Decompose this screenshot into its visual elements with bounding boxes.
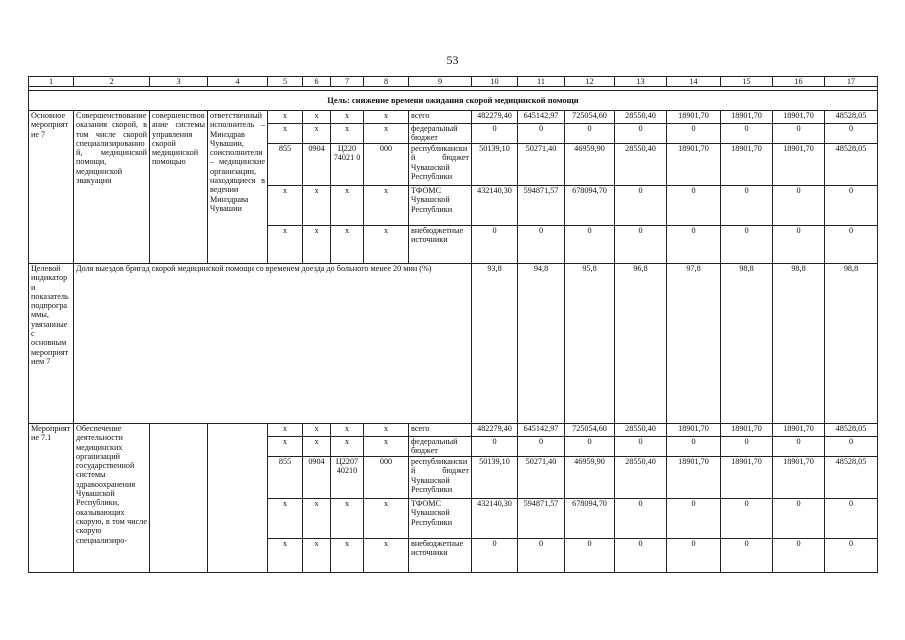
funding-source: федеральный бюджет (409, 437, 472, 457)
funding-value: 0 (565, 226, 615, 264)
goal-row (29, 91, 878, 111)
funding-value: 0 (721, 186, 773, 226)
budget-code-cell: x (268, 539, 303, 573)
funding-value: 0 (721, 124, 773, 144)
funding-value: 0 (565, 437, 615, 457)
funding-value: 482279,40 (472, 424, 518, 437)
program-table (28, 76, 878, 573)
indicator-value: 97,8 (667, 264, 721, 424)
funding-value: 678094,70 (565, 186, 615, 226)
budget-code-cell: x (331, 124, 364, 144)
indicator-value: 96,8 (615, 264, 667, 424)
budget-code-cell: Ц220 74021 0 (331, 144, 364, 186)
funding-value: 645142,97 (518, 424, 565, 437)
funding-value: 48528,05 (825, 111, 878, 124)
column-number-13: 13 (615, 77, 667, 87)
funding-value: 0 (773, 539, 825, 573)
indicator-value: 98,8 (825, 264, 878, 424)
measure7-executor-cell: ответственный исполнитель – Минздрав Чувашии, соисполнители – медицинские организации, находящиеся в ведении Минздрава Чувашии (208, 111, 268, 264)
funding-value: 725054,60 (565, 111, 615, 124)
budget-code-cell: x (268, 226, 303, 264)
funding-value: 28550,40 (615, 424, 667, 437)
funding-value: 0 (518, 437, 565, 457)
funding-value: 18901,70 (773, 144, 825, 186)
funding-value: 0 (667, 437, 721, 457)
funding-source: внебюджетные источники (409, 539, 472, 573)
funding-value: 0 (472, 226, 518, 264)
column-number-12: 12 (565, 77, 615, 87)
budget-code-cell: x (303, 539, 331, 573)
funding-value: 0 (472, 437, 518, 457)
funding-value: 18901,70 (773, 424, 825, 437)
funding-value: 18901,70 (667, 424, 721, 437)
funding-value: 28550,40 (615, 457, 667, 499)
budget-code-cell: x (364, 437, 409, 457)
funding-value: 0 (825, 186, 878, 226)
funding-value: 18901,70 (667, 111, 721, 124)
budget-code-cell: x (268, 111, 303, 124)
funding-value: 18901,70 (721, 144, 773, 186)
column-number-11: 11 (518, 77, 565, 87)
budget-code-cell: 000 (364, 457, 409, 499)
page-number: 53 (446, 53, 459, 67)
funding-value: 48528,05 (825, 457, 878, 499)
funding-source: федеральный бюджет (409, 124, 472, 144)
measure71-description: Обеспечение деятельности медицинских организаций государственной системы здравоохранения Чувашской Республики, оказывающих скорую, в том числе скорую специализиро- (74, 424, 150, 573)
column-number-8: 8 (364, 77, 409, 87)
column-number-1: 1 (29, 77, 74, 87)
budget-code-cell: Ц2207 40210 (331, 457, 364, 499)
column-number-14: 14 (667, 77, 721, 87)
goal-text: Цель: снижение времени ожидания скорой медицинской помощи (29, 91, 878, 111)
budget-code-cell: x (303, 124, 331, 144)
funding-value: 0 (825, 539, 878, 573)
funding-value: 0 (472, 124, 518, 144)
funding-value: 645142,97 (518, 111, 565, 124)
funding-value: 18901,70 (667, 144, 721, 186)
column-number-16: 16 (773, 77, 825, 87)
measure7-row (29, 111, 878, 124)
funding-value: 0 (667, 539, 721, 573)
funding-value: 0 (825, 499, 878, 539)
column-number-10: 10 (472, 77, 518, 87)
funding-value: 594871,57 (518, 499, 565, 539)
funding-value: 0 (518, 226, 565, 264)
indicator-value: 94,8 (518, 264, 565, 424)
column-number-7: 7 (331, 77, 364, 87)
measure7-name: Основное мероприятие 7 (29, 111, 74, 264)
funding-value: 18901,70 (721, 457, 773, 499)
budget-code-cell: x (268, 499, 303, 539)
column-number-9: 9 (409, 77, 472, 87)
indicator-name: Целевой индикатор и показатель подпрограммы, увязанные с основным мероприятием 7 (29, 264, 74, 424)
funding-value: 0 (667, 499, 721, 539)
column-number-2: 2 (74, 77, 150, 87)
funding-value: 0 (773, 499, 825, 539)
funding-value: 18901,70 (721, 111, 773, 124)
funding-source: республиканский бюджет Чувашской Республики (409, 457, 472, 499)
budget-code-cell: 0904 (303, 144, 331, 186)
funding-value: 28550,40 (615, 144, 667, 186)
budget-code-cell: x (364, 124, 409, 144)
funding-value: 0 (615, 437, 667, 457)
budget-code-cell: x (364, 499, 409, 539)
funding-value: 0 (615, 226, 667, 264)
funding-source: всего (409, 424, 472, 437)
funding-value: 0 (615, 186, 667, 226)
funding-value: 0 (667, 186, 721, 226)
indicator-value: 98,8 (721, 264, 773, 424)
funding-value: 18901,70 (773, 457, 825, 499)
budget-code-cell: x (364, 186, 409, 226)
budget-code-cell: x (331, 499, 364, 539)
budget-code-cell: x (331, 437, 364, 457)
column-number-17: 17 (825, 77, 878, 87)
budget-code-cell: x (364, 226, 409, 264)
column-number-3: 3 (150, 77, 208, 87)
funding-source: всего (409, 111, 472, 124)
funding-value: 0 (615, 539, 667, 573)
funding-value: 18901,70 (721, 424, 773, 437)
indicator-value: 93,8 (472, 264, 518, 424)
funding-value: 725054,60 (565, 424, 615, 437)
budget-code-cell: x (364, 424, 409, 437)
funding-value: 0 (565, 124, 615, 144)
funding-value: 50139,10 (472, 457, 518, 499)
budget-code-cell: x (331, 186, 364, 226)
budget-code-cell: x (331, 226, 364, 264)
budget-code-cell: x (268, 186, 303, 226)
funding-value: 18901,70 (773, 111, 825, 124)
funding-value: 0 (667, 124, 721, 144)
funding-value: 0 (721, 499, 773, 539)
funding-value: 0 (825, 226, 878, 264)
measure71-row (29, 424, 878, 437)
measure7-description: Совершенствование оказания скорой, в том числе скорой специализированной, медицинской помощи, медицинской эвакуации (74, 111, 150, 264)
indicator-value: 98,8 (773, 264, 825, 424)
funding-value: 0 (773, 437, 825, 457)
indicator-value: 95,8 (565, 264, 615, 424)
funding-value: 0 (721, 539, 773, 573)
funding-value: 0 (721, 437, 773, 457)
indicator-description: Доля выездов бригад скорой медицинской помощи со временем доезда до больного менее 20 мин (%) (74, 264, 472, 424)
budget-code-cell: x (303, 111, 331, 124)
funding-value: 50271,40 (518, 457, 565, 499)
measure7-link-cell: совершенствование системы управления скорой медицинской помощью (150, 111, 208, 264)
budget-code-cell: x (303, 499, 331, 539)
budget-code-cell: x (331, 111, 364, 124)
budget-code-cell: x (364, 539, 409, 573)
funding-value: 48528,05 (825, 424, 878, 437)
budget-code-cell: 855 (268, 457, 303, 499)
funding-source: ТФОМС Чувашской Республики (409, 499, 472, 539)
indicator-row (29, 264, 878, 424)
budget-code-cell: x (331, 424, 364, 437)
funding-value: 0 (667, 226, 721, 264)
funding-value: 18901,70 (667, 457, 721, 499)
budget-code-cell: 0904 (303, 457, 331, 499)
budget-code-cell: x (303, 437, 331, 457)
measure71-name: Мероприятие 7.1 (29, 424, 74, 573)
funding-value: 0 (825, 437, 878, 457)
budget-code-cell: x (268, 124, 303, 144)
funding-value: 0 (773, 186, 825, 226)
budget-code-cell: 000 (364, 144, 409, 186)
funding-value: 0 (773, 226, 825, 264)
funding-value: 48528,05 (825, 144, 878, 186)
measure71-link-cell (150, 424, 208, 573)
funding-value: 594871,57 (518, 186, 565, 226)
funding-value: 50271,40 (518, 144, 565, 186)
budget-code-cell: x (303, 186, 331, 226)
column-number-5: 5 (268, 77, 303, 87)
funding-value: 482279,40 (472, 111, 518, 124)
funding-value: 50139,10 (472, 144, 518, 186)
funding-value: 678094,70 (565, 499, 615, 539)
budget-code-cell: x (268, 424, 303, 437)
funding-value: 0 (472, 539, 518, 573)
budget-code-cell: x (364, 111, 409, 124)
funding-source: республиканский бюджет Чувашской Республики (409, 144, 472, 186)
funding-source: ТФОМС Чувашской Республики (409, 186, 472, 226)
budget-code-cell: x (303, 226, 331, 264)
funding-value: 0 (615, 124, 667, 144)
funding-value: 0 (518, 124, 565, 144)
funding-value: 46959,90 (565, 144, 615, 186)
column-number-15: 15 (721, 77, 773, 87)
column-number-row (29, 77, 878, 87)
funding-source: внебюджетные источники (409, 226, 472, 264)
funding-value: 46959,90 (565, 457, 615, 499)
funding-value: 0 (721, 226, 773, 264)
measure71-executor-cell (208, 424, 268, 573)
budget-code-cell: x (303, 424, 331, 437)
funding-value: 0 (825, 124, 878, 144)
budget-code-cell: 855 (268, 144, 303, 186)
funding-value: 0 (615, 499, 667, 539)
funding-value: 0 (565, 539, 615, 573)
column-number-4: 4 (208, 77, 268, 87)
table-body (29, 77, 878, 573)
budget-code-cell: x (268, 437, 303, 457)
funding-value: 432140,30 (472, 186, 518, 226)
funding-value: 0 (773, 124, 825, 144)
funding-value: 432140,30 (472, 499, 518, 539)
funding-value: 28550,40 (615, 111, 667, 124)
column-number-6: 6 (303, 77, 331, 87)
funding-value: 0 (518, 539, 565, 573)
budget-code-cell: x (331, 539, 364, 573)
